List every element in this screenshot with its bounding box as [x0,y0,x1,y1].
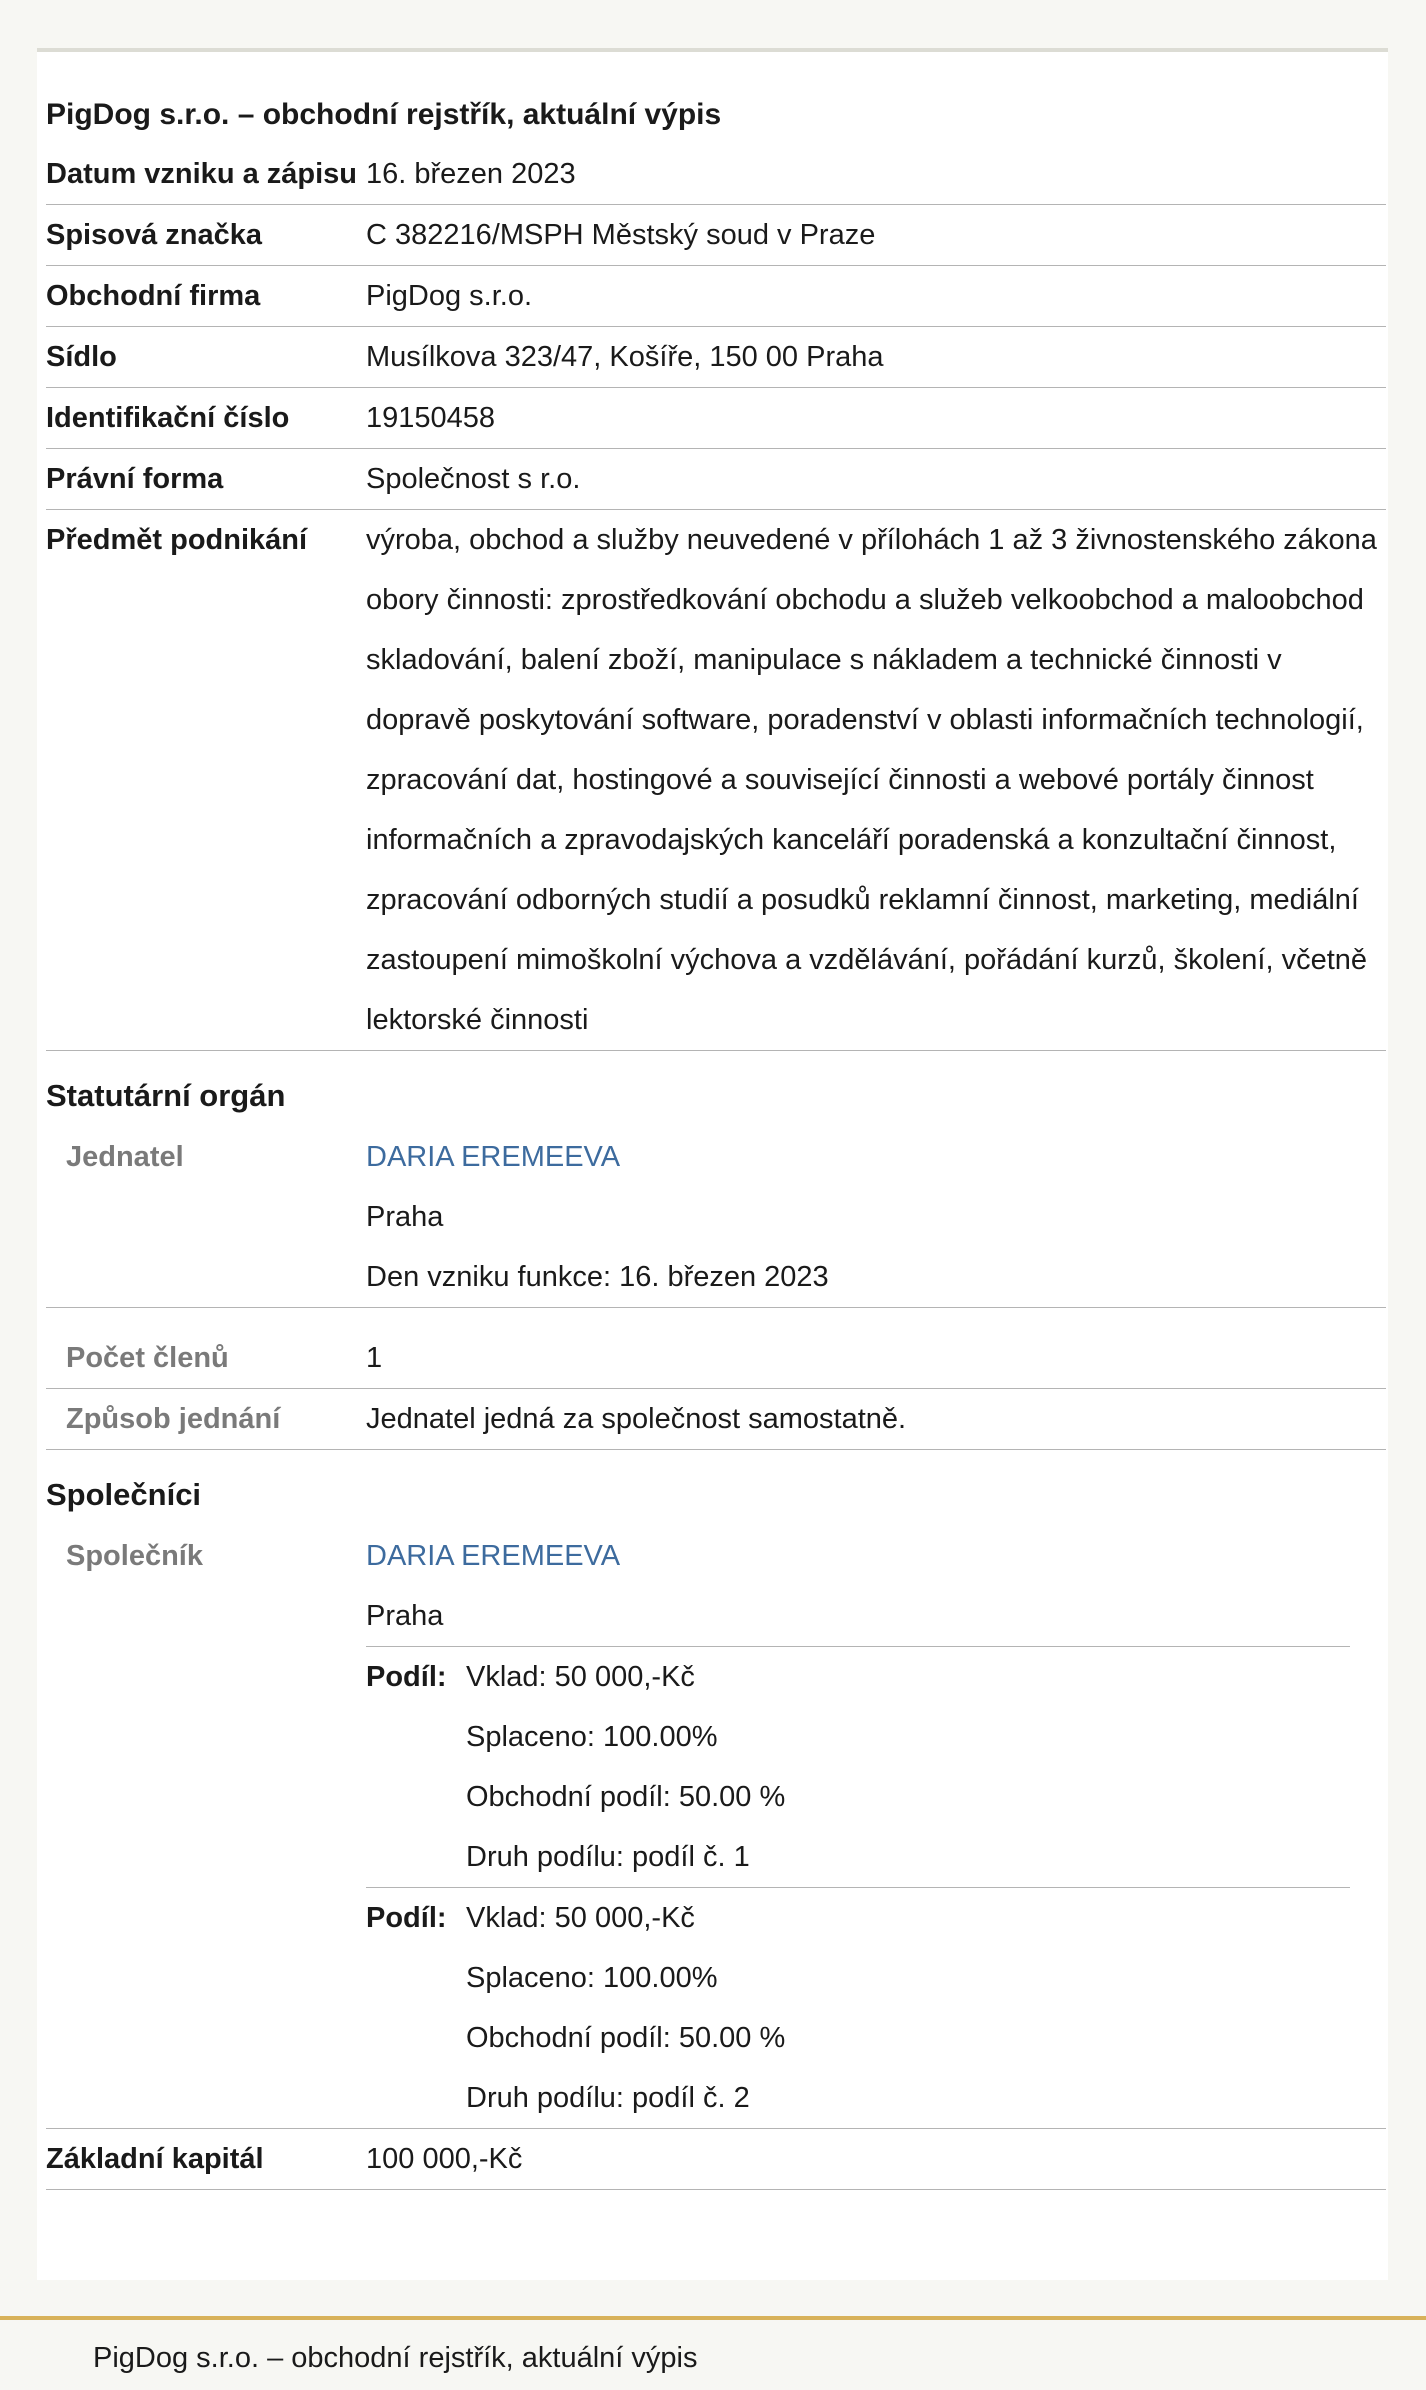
page-title: PigDog s.r.o. – obchodní rejstřík, aktuální výpis [46,98,722,131]
value-datum-vzniku: 16. březen 2023 [366,158,576,190]
row-datum-vzniku [46,144,1386,205]
row-predmet-podnikani [46,510,1386,1051]
share-2-obchodni-podil: Obchodní podíl: 50.00 % [466,2022,786,2054]
value-predmet-podnikani: výroba, obchod a služby neuvedené v přílohách 1 až 3 živnostenského zákona obory činnosti: zprostředkování obchodu a služeb velkoobchod a maloobchod skladování, balení zboží, manipulace s nákladem a technické činnosti v dopravě poskytování software, poradenství v oblasti informačních technologií, zpracování dat, hostingové a související činnosti a webové portály činnost informačních a zpravodajských kanceláří poradenská a konzultační činnost, zpracování odborných studií a posudků reklamní činnost, marketing, mediální zastoupení mimoškolní výchova a vzdělávání, pořádání kurzů, školení, včetně lektorské činnosti [366,524,1377,1036]
share-2-druh: Druh podílu: podíl č. 2 [466,2082,750,2114]
registry-card [37,48,1388,2280]
share-1-vklad: Vklad: 50 000,-Kč [466,1661,695,1693]
share-1-splaceno: Splaceno: 100.00% [466,1721,718,1753]
label-jednatel: Jednatel [66,1141,184,1173]
value-pravni-forma: Společnost s r.o. [366,463,581,495]
jednatel-city: Praha [366,1201,444,1233]
label-pravni-forma: Právní forma [46,463,224,495]
label-spisova-znacka: Spisová značka [46,219,262,251]
row-obchodni-firma [46,266,1386,327]
row-pocet-clenu [46,1308,1386,1389]
share-1-obchodni-podil: Obchodní podíl: 50.00 % [466,1781,786,1813]
jednatel-since: Den vzniku funkce: 16. březen 2023 [366,1261,829,1293]
section-statutarni-organ: Statutární orgán [46,1078,286,1113]
share-values-2 [466,1888,1350,2128]
share-label-2: Podíl: [366,1902,447,1934]
row-jednatel [46,1127,1386,1308]
share-1-druh: Druh podílu: podíl č. 1 [466,1841,750,1873]
value-zpusob-jednani: Jednatel jedná za společnost samostatně. [366,1403,907,1435]
value-obchodni-firma: PigDog s.r.o. [366,280,533,312]
spolecnik-city: Praha [366,1600,444,1632]
footer-text: PigDog s.r.o. – obchodní rejstřík, aktuální výpis [93,2342,698,2374]
label-sidlo: Sídlo [46,341,117,373]
jednatel-name-link[interactable]: DARIA EREMEEVA [366,1141,621,1173]
spolecnik-name-link[interactable]: DARIA EREMEEVA [366,1540,621,1572]
label-obchodni-firma: Obchodní firma [46,280,261,312]
row-sidlo [46,327,1386,388]
label-predmet-podnikani: Předmět podnikání [46,524,308,556]
label-spolecnik: Společník [66,1540,203,1572]
row-zpusob-jednani [46,1389,1386,1450]
row-spolecnik [46,1526,1386,2129]
value-spolecnik [366,1526,1386,2128]
page-footer [0,2316,1426,2390]
label-zpusob-jednani: Způsob jednání [66,1403,281,1435]
value-zakladni-kapital: 100 000,-Kč [366,2143,523,2175]
section-spolecnici: Společníci [46,1477,202,1512]
share-block-2 [366,1887,1350,2128]
share-values-1 [466,1647,1350,1887]
label-ico: Identifikační číslo [46,402,290,434]
share-label-1: Podíl: [366,1661,447,1693]
value-spisova-znacka: C 382216/MSPH Městský soud v Praze [366,219,876,251]
share-block-1 [366,1646,1350,1887]
label-zakladni-kapital: Základní kapitál [46,2143,264,2175]
value-sidlo: Musílkova 323/47, Košíře, 150 00 Praha [366,341,884,373]
row-ico [46,388,1386,449]
value-pocet-clenu: 1 [366,1342,383,1374]
row-pravni-forma [46,449,1386,510]
share-2-vklad: Vklad: 50 000,-Kč [466,1902,695,1934]
label-pocet-clenu: Počet členů [66,1342,229,1374]
label-datum-vzniku: Datum vzniku a zápisu [46,158,358,190]
row-zakladni-kapital [46,2129,1386,2190]
row-spisova-znacka [46,205,1386,266]
value-ico: 19150458 [366,402,496,434]
share-2-splaceno: Splaceno: 100.00% [466,1962,718,1994]
registry-content [46,98,1386,2190]
value-jednatel [366,1127,1386,1307]
